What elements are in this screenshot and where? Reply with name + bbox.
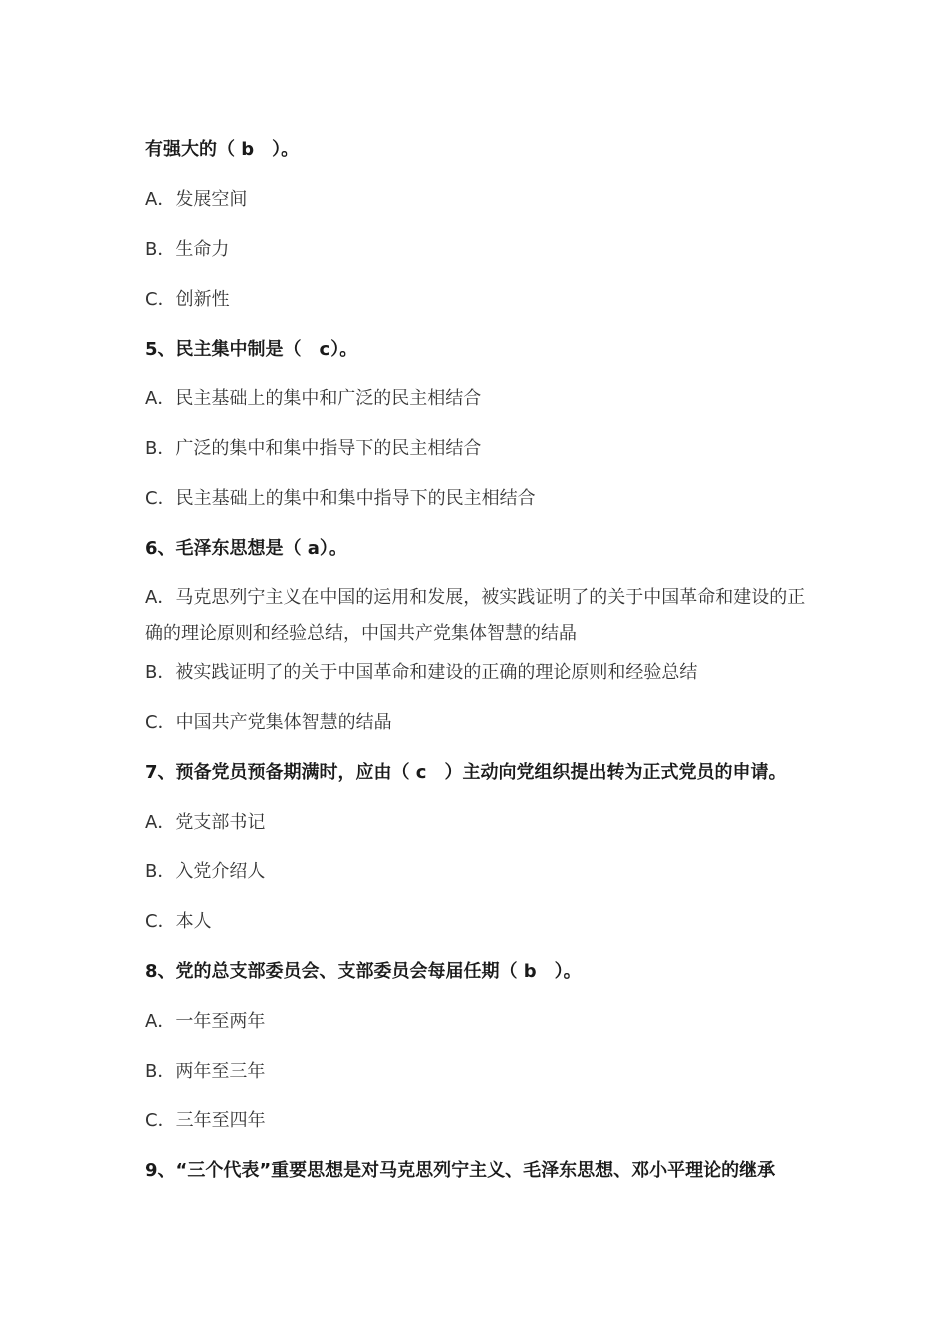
option-c: C．本人	[145, 911, 212, 932]
option-b: B．广泛的集中和集中指导下的民主相结合	[145, 438, 482, 459]
option-a: A．马克思列宁主义在中国的运用和发展，被实践证明了的关于中国革命和建设的正确的理论原则和经验总结，中国共产党集体智慧的结晶	[145, 587, 806, 644]
option-b: B．两年至三年	[145, 1061, 266, 1082]
option-a: A．民主基础上的集中和广泛的民主相结合	[145, 388, 482, 409]
option-a: A．一年至两年	[145, 1011, 266, 1032]
option-c: C．中国共产党集体智慧的结晶	[145, 712, 392, 733]
question-5: 5、民主集中制是（ c）。	[145, 339, 358, 360]
question-4-continuation: 有强大的（ b ）。	[145, 139, 300, 160]
option-a: A．党支部书记	[145, 812, 266, 833]
option-b: B．入党介绍人	[145, 861, 266, 882]
option-c: C．创新性	[145, 289, 230, 310]
option-a: A．发展空间	[145, 189, 248, 210]
question-7: 7、预备党员预备期满时，应由（ c ）主动向党组织提出转为正式党员的申请。	[145, 762, 787, 783]
option-c: C．三年至四年	[145, 1110, 266, 1131]
option-b: B．生命力	[145, 239, 230, 260]
option-b: B．被实践证明了的关于中国革命和建设的正确的理论原则和经验总结	[145, 662, 698, 683]
question-9: 9、“三个代表”重要思想是对马克思列宁主义、毛泽东思想、邓小平理论的继承	[145, 1160, 776, 1181]
question-8: 8、党的总支部委员会、支部委员会每届任期（ b ）。	[145, 961, 582, 982]
option-c: C．民主基础上的集中和集中指导下的民主相结合	[145, 488, 536, 509]
question-6: 6、毛泽东思想是（ a）。	[145, 538, 347, 559]
